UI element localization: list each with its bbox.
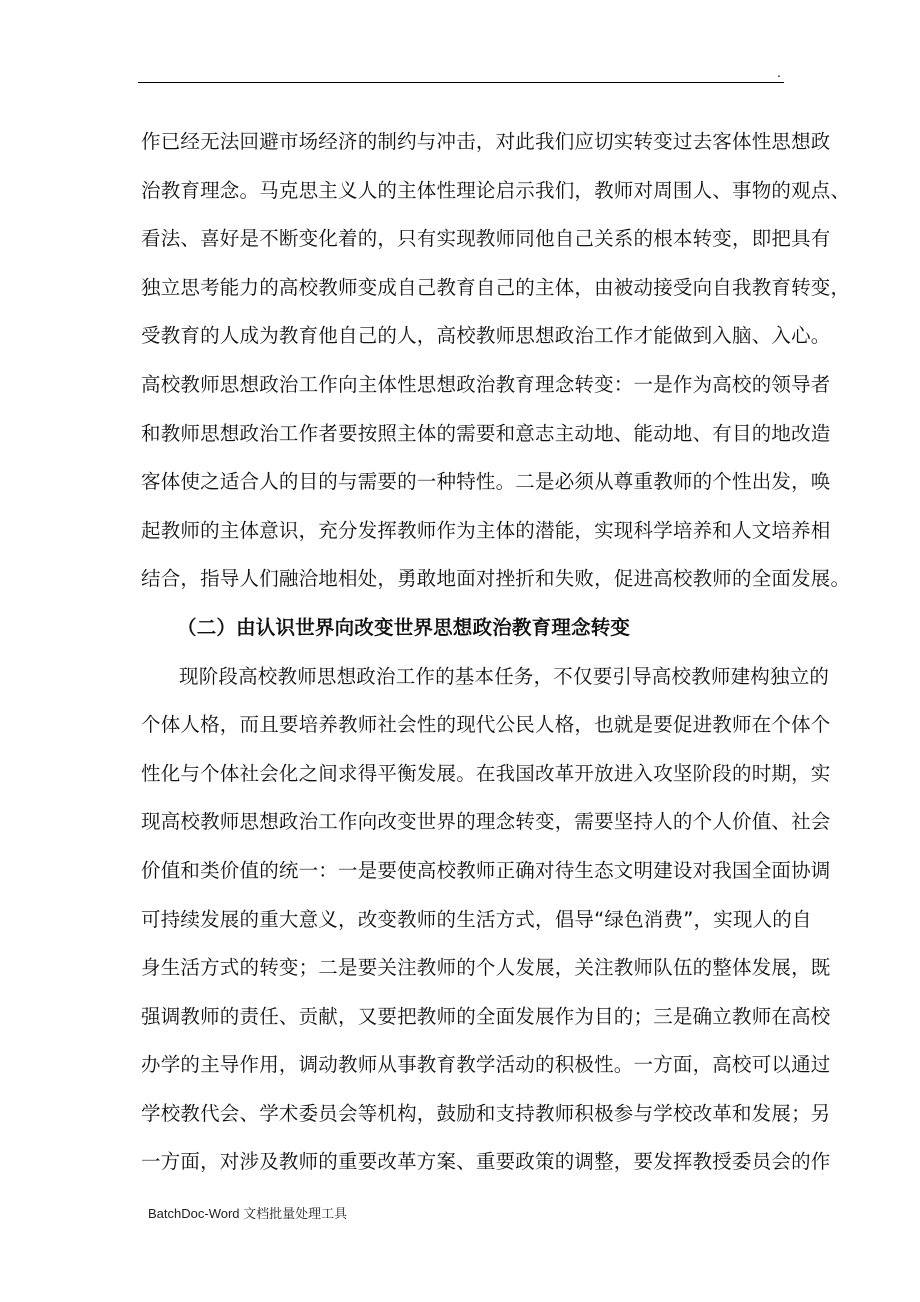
paragraph-line: 治教育理念。马克思主义人的主体性理论启示我们，教师对周围人、事物的观点、 <box>141 178 851 202</box>
paragraph-line: 受教育的人成为教育他自己的人，高校教师思想政治工作才能做到入脑、入心。 <box>141 324 831 348</box>
paragraph-line: 身生活方式的转变；二是要关注教师的个人发展，关注教师队伍的整体发展，既 <box>141 956 831 980</box>
paragraph-line: 高校教师思想政治工作向主体性思想政治教育理念转变：一是作为高校的领导者 <box>141 372 831 396</box>
paragraph-line: 起教师的主体意识，充分发挥教师作为主体的潜能，实现科学培养和人文培养相 <box>141 518 831 542</box>
paragraph-line: 学校教代会、学术委员会等机构，鼓励和支持教师积极参与学校改革和发展；另 <box>141 1101 831 1125</box>
paragraph-line: 个体人格，而且要培养教师社会性的现代公民人格，也就是要促进教师在个体个 <box>141 713 831 737</box>
paragraph-line: 看法、喜好是不断变化着的，只有实现教师同他自己关系的根本转变，即把具有 <box>141 227 831 251</box>
paragraph-line: 客体使之适合人的目的与需要的一种特性。二是必须从尊重教师的个性出发，唤 <box>141 470 831 494</box>
paragraph-line: 可持续发展的重大意义，改变教师的生活方式，倡导“绿色消费”，实现人的自 <box>141 907 812 931</box>
header-mark: . <box>777 66 781 80</box>
paragraph-line: 办学的主导作用，调动教师从事教育教学活动的积极性。一方面，高校可以通过 <box>141 1053 831 1077</box>
header-rule <box>138 82 784 83</box>
paragraph-line: 现高校教师思想政治工作向改变世界的理念转变，需要坚持人的个人价值、社会 <box>141 810 831 834</box>
paragraph-line: 现阶段高校教师思想政治工作的基本任务，不仅要引导高校教师建构独立的 <box>179 664 830 688</box>
paragraph-line: 独立思考能力的高校教师变成自己教育自己的主体，由被动接受向自我教育转变， <box>141 275 851 299</box>
paragraph-line: 性化与个体社会化之间求得平衡发展。在我国改革开放进入攻坚阶段的时期，实 <box>141 761 831 785</box>
footer-text: BatchDoc-Word 文档批量处理工具 <box>148 1206 348 1221</box>
paragraph-line: 作已经无法回避市场经济的制约与冲击，对此我们应切实转变过去客体性思想政 <box>141 130 831 153</box>
paragraph-line: 和教师思想政治工作者要按照主体的需要和意志主动地、能动地、有目的地改造 <box>141 421 831 445</box>
paragraph-line: 一方面，对涉及教师的重要改革方案、重要政策的调整，要发挥教授委员会的作 <box>141 1150 831 1174</box>
document-body <box>141 118 851 1187</box>
paragraph-line: 价值和类价值的统一：一是要使高校教师正确对待生态文明建设对我国全面协调 <box>141 858 831 882</box>
section-heading: （二）由认识世界向改变世界思想政治教育理念转变 <box>177 615 631 639</box>
paragraph-line: 结合，指导人们融洽地相处，勇敢地面对挫折和失败，促进高校教师的全面发展。 <box>141 567 851 591</box>
paragraph-line: 强调教师的责任、贡献，又要把教师的全面发展作为目的；三是确立教师在高校 <box>141 1004 831 1028</box>
